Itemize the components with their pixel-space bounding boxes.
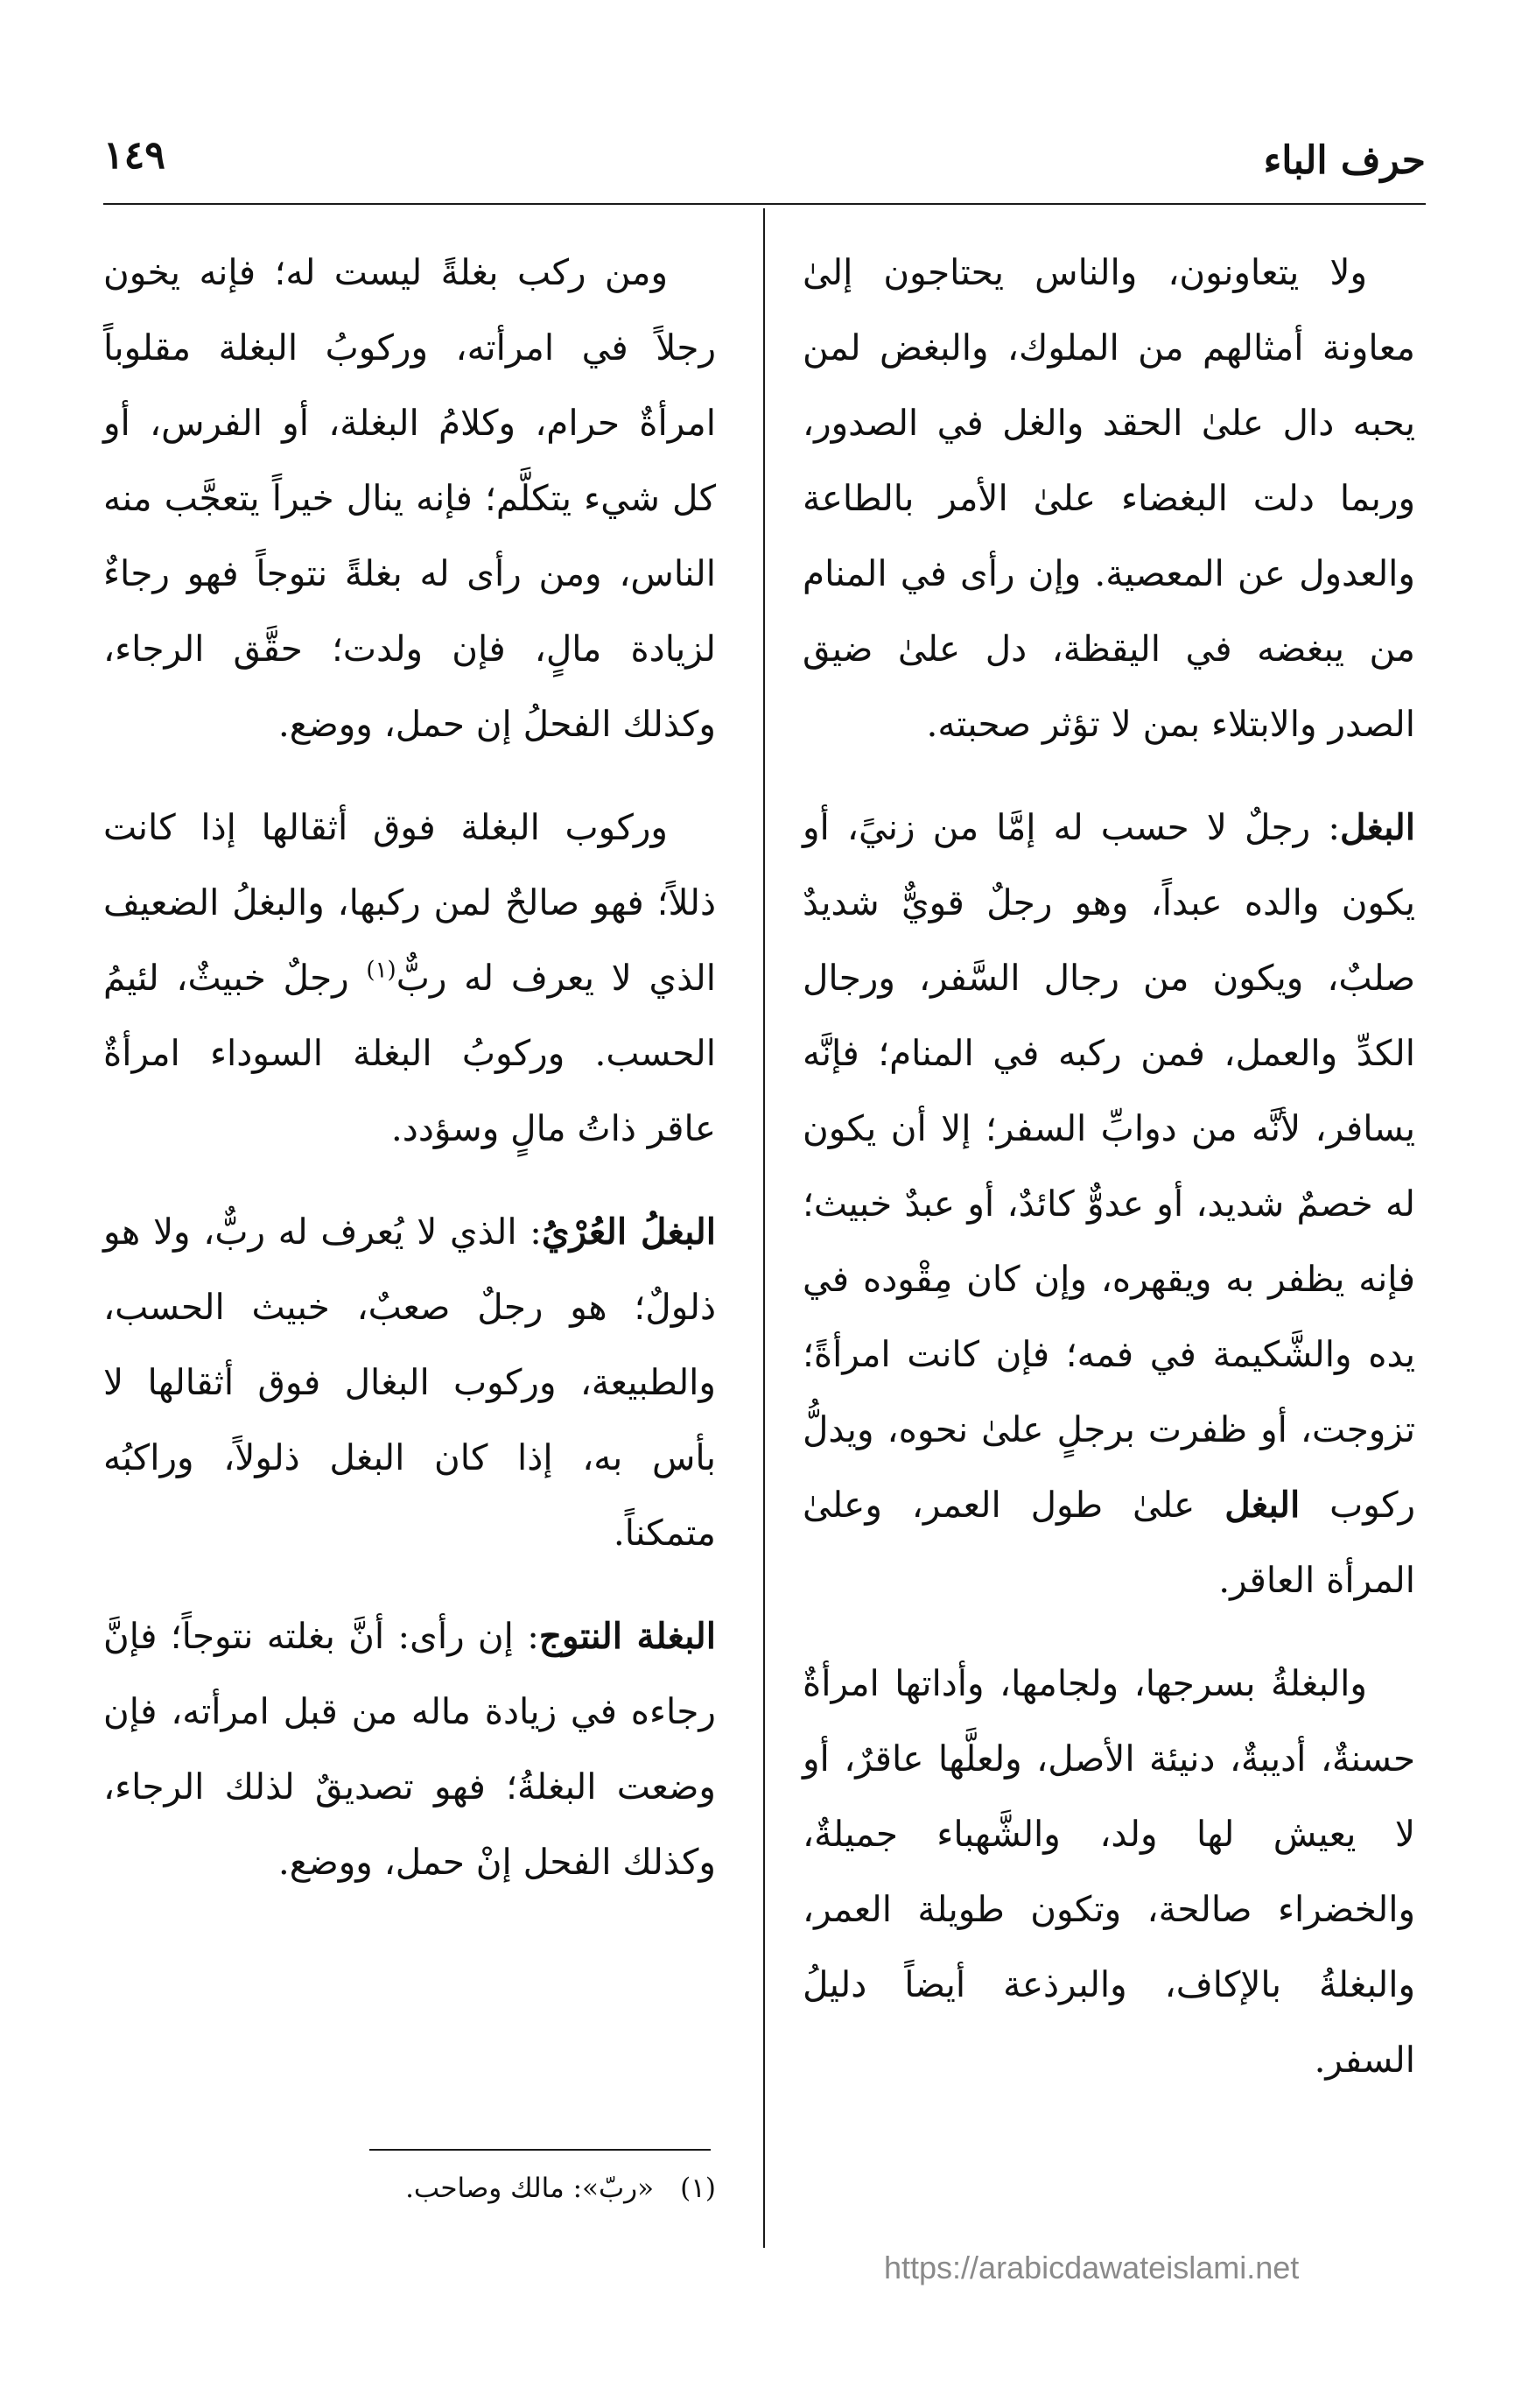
footnote-text: «ربّ»: مالك وصاحب.: [405, 2173, 655, 2204]
footnote-marker: (١): [366, 957, 396, 984]
entry-al-baghl: [803, 790, 1415, 1618]
header-rule: [103, 203, 1426, 205]
entry-term: البغلة النتوج: [538, 1615, 716, 1657]
entry-text-continued: علىٰ طول العمر، وعلىٰ المرأة العاقر.: [803, 1484, 1415, 1601]
page-number: ١٤٩: [103, 133, 165, 178]
footnote: [103, 2166, 716, 2210]
paragraph-text-continued: رجلٌ خبيثٌ، لئيمُ الحسب. وركوبُ البغلة السوداء امرأةٌ عاقر ذاتُ مالٍ وسؤدد.: [103, 957, 716, 1149]
watermark-url: https://arabicdawateislami.net: [884, 2250, 1300, 2285]
paragraph: ومن ركب بغلةً ليست له؛ فإنه يخون رجلاً في امرأته، وركوبُ البغلة مقلوباً امرأةٌ حرام، وكلامُ البغلة، أو الفرس، أو كل شيء يتكلَّم؛ فإنه ينال خيراً يتعجَّب منه الناس، ومن رأى له بغلةً نتوجاً فهو رجاءٌ لزيادة مالٍ، فإن ولدت؛ حقَّق الرجاء، وكذلك الفحلُ إن حمل، ووضع.: [103, 251, 716, 745]
footnote-rule: [369, 2149, 711, 2151]
page-title: حرف الباء: [1263, 138, 1426, 183]
column-divider: [763, 208, 765, 2248]
paragraph: ولا يتعاونون، والناس يحتاجون إلىٰ معاونة أمثالهم من الملوك، والبغض لمن يحبه دال علىٰ الحقد والغل في الصدور، وربما دلت البغضاء علىٰ الأمر بالطاعة والعدول عن المعصية. وإن رأى في المنام من يبغضه في اليقظة، دل علىٰ ضيق الصدر والابتلاء بمن لا تؤثر صحبته.: [803, 251, 1415, 745]
entry-al-baghla-al-natuj: [103, 1598, 716, 1899]
left-column: [103, 235, 716, 1927]
paragraph-text: وركوب البغلة فوق أثقالها إذا كانت ذللاً؛ فهو صالحٌ لمن ركبها، والبغلُ الضعيف الذي لا يعرف له ربٌّ: [103, 806, 717, 999]
paragraph: والبغلةُ بسرجها، ولجامها، وأداتها امرأةٌ حسنةٌ، أديبةٌ، دنيئة الأصل، ولعلَّها عاقرٌ، أو لا يعيش لها ولد، والشَّهباء جميلةٌ، والخضراء صالحة، وتكون طويلة العمر، والبغلةُ بالإكاف، والبرذعة أيضاً دليلُ السفر.: [803, 1662, 1415, 2081]
entry-text: : إن رأى: أنَّ بغلته نتوجاً؛ فإنَّ رجاءه في زيادة ماله من قبل امرأته، فإن وضعت البغلةُ؛ فهو تصديقٌ لذلك الرجاء، وكذلك الفحل إنْ حمل، ووضع.: [103, 1615, 716, 1883]
inline-term: البغل: [1224, 1484, 1301, 1526]
entry-text: : رجلٌ لا حسب له إمَّا من زنيً، أو يكون والده عبداً، وهو رجلٌ قويٌّ شديدٌ صلبٌ، ويكون من رجال السَّفر، ورجال الكدِّ والعمل، فمن ركبه في المنام؛ فإنَّه يسافر، لأنَّه من دوابِّ السفر؛ إلا أن يكون له خصمٌ شديد، أو عدوٌّ كائدٌ، أو عبدٌ خبيث؛ فإنه يظفر به ويقهره، وإن كان مِقْوده في يده والشَّكيمة في فمه؛ فإن كانت امرأةً؛ تزوجت، أو ظفرت برجلٍ علىٰ نحوه، ويدلُّ ركوب: [803, 806, 1416, 1526]
entry-al-baghl-al-uri: [103, 1194, 716, 1570]
entry-term: البغلُ العُرْيُ: [541, 1211, 716, 1253]
footnote-number: (١): [680, 2173, 716, 2204]
paragraph-with-footnote: [103, 790, 716, 1166]
right-column: [803, 235, 1415, 2125]
entry-text: : الذي لا يُعرف له ربٌّ، ولا هو ذلولٌ؛ هو رجلٌ صعبٌ، خبيث الحسب، والطبيعة، وركوب البغال فوق أثقالها لا بأس به، إذا كان البغل ذلولاً، وراكبُه متمكناً.: [103, 1211, 716, 1554]
entry-term: البغل: [1339, 806, 1415, 848]
